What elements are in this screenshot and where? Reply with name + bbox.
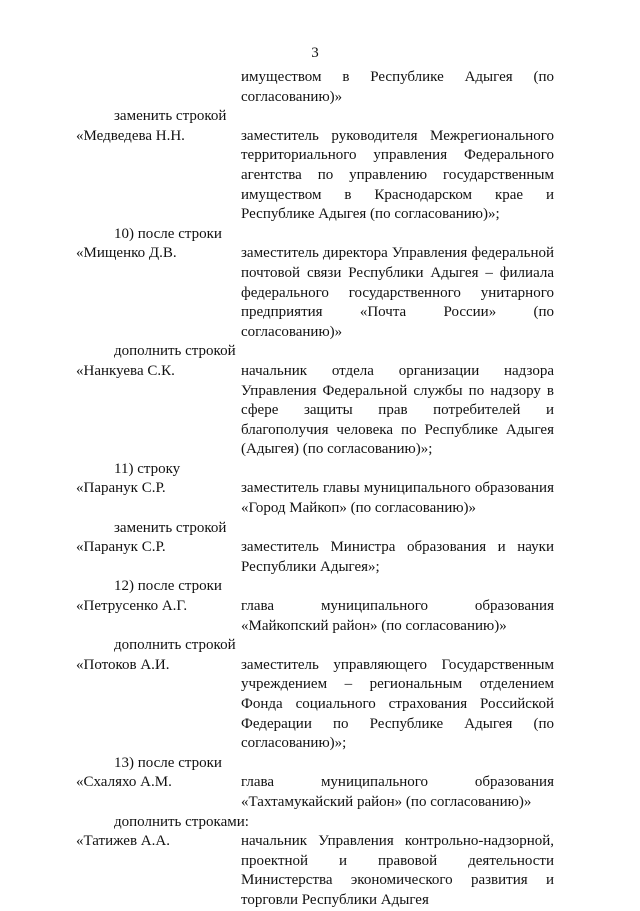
instruction-6: 12) после строки — [114, 578, 222, 595]
instruction-2: 10) после строки — [114, 225, 222, 242]
continuation-row — [76, 68, 554, 107]
instruction-9: дополнить строками: — [114, 813, 249, 830]
entry-position: начальник Управления контрольно-надзорной, проектной и правовой деятельности Министерства экономического развития и торговли Республики Адыгея — [241, 833, 554, 908]
entry-name-empty — [76, 68, 241, 107]
entry-position: заместитель Министра образования и науки Республики Адыгея»; — [241, 539, 554, 575]
entry-row-8 — [76, 773, 554, 812]
entry-name: «Паранук С.Р. — [76, 480, 166, 497]
continuation-text: имуществом в Республике Адыгея (по согласованию)» — [241, 69, 554, 105]
instruction-8: 13) после строки — [114, 754, 222, 771]
entry-name: «Петрусенко А.Г. — [76, 598, 188, 615]
entry-name: «Схаляхо А.М. — [76, 774, 172, 791]
entry-name: «Медведева Н.Н. — [76, 127, 185, 144]
entry-position: глава муниципального образования «Тахтамукайский район» (по согласованию)» — [241, 774, 554, 810]
page-number: 3 — [311, 45, 319, 61]
entry-position: заместитель руководителя Межрегионального территориального управления Федерального агентства по управлению государственным имуществом в Краснодарском крае и Республике Адыгея (по согласованию)»; — [241, 127, 554, 223]
entry-name: «Паранук С.Р. — [76, 539, 166, 556]
entry-name: «Татижев А.А. — [76, 833, 170, 850]
entry-row-6 — [76, 597, 554, 636]
instruction-4: 11) строку — [114, 460, 181, 477]
entry-position: заместитель главы муниципального образования «Город Майкоп» (по согласованию)» — [241, 480, 554, 517]
entry-name: «Потоков А.И. — [76, 656, 170, 673]
instruction-5: заменить строкой — [114, 519, 227, 536]
entry-position: начальник отдела организации надзора Управления Федеральной службы по надзору в сфере защиты прав потребителей и благополучия человека по Республике Адыгея (Адыгея) (по согласованию)»; — [241, 362, 554, 458]
entry-row-7 — [76, 656, 554, 754]
document-body — [76, 68, 554, 911]
entry-name: «Мищенко Д.В. — [76, 245, 177, 262]
entry-row-4 — [76, 479, 554, 518]
entry-position: заместитель директора Управления федеральной почтовой связи Республики Адыгея – филиала федерального государственного унитарного предприятия «Почта России» (по согласованию)» — [241, 245, 554, 340]
instruction-3: дополнить строкой — [114, 343, 236, 360]
entry-row-2 — [76, 244, 554, 342]
entry-position: глава муниципального образования «Майкопский район» (по согласованию)» — [241, 598, 554, 634]
entry-row-1 — [76, 127, 554, 225]
entry-row-5 — [76, 538, 554, 577]
entry-row-3 — [76, 362, 554, 460]
instruction-1: заменить строкой — [114, 108, 227, 125]
entry-name: «Нанкуева С.К. — [76, 362, 175, 379]
entry-row-9 — [76, 832, 554, 910]
instruction-7: дополнить строкой — [114, 637, 236, 654]
entry-position: заместитель управляющего Государственным учреждением – региональным отделением Фонда социального страхования Российской Федерации по Республике Адыгея (по согласованию)»; — [241, 656, 554, 752]
